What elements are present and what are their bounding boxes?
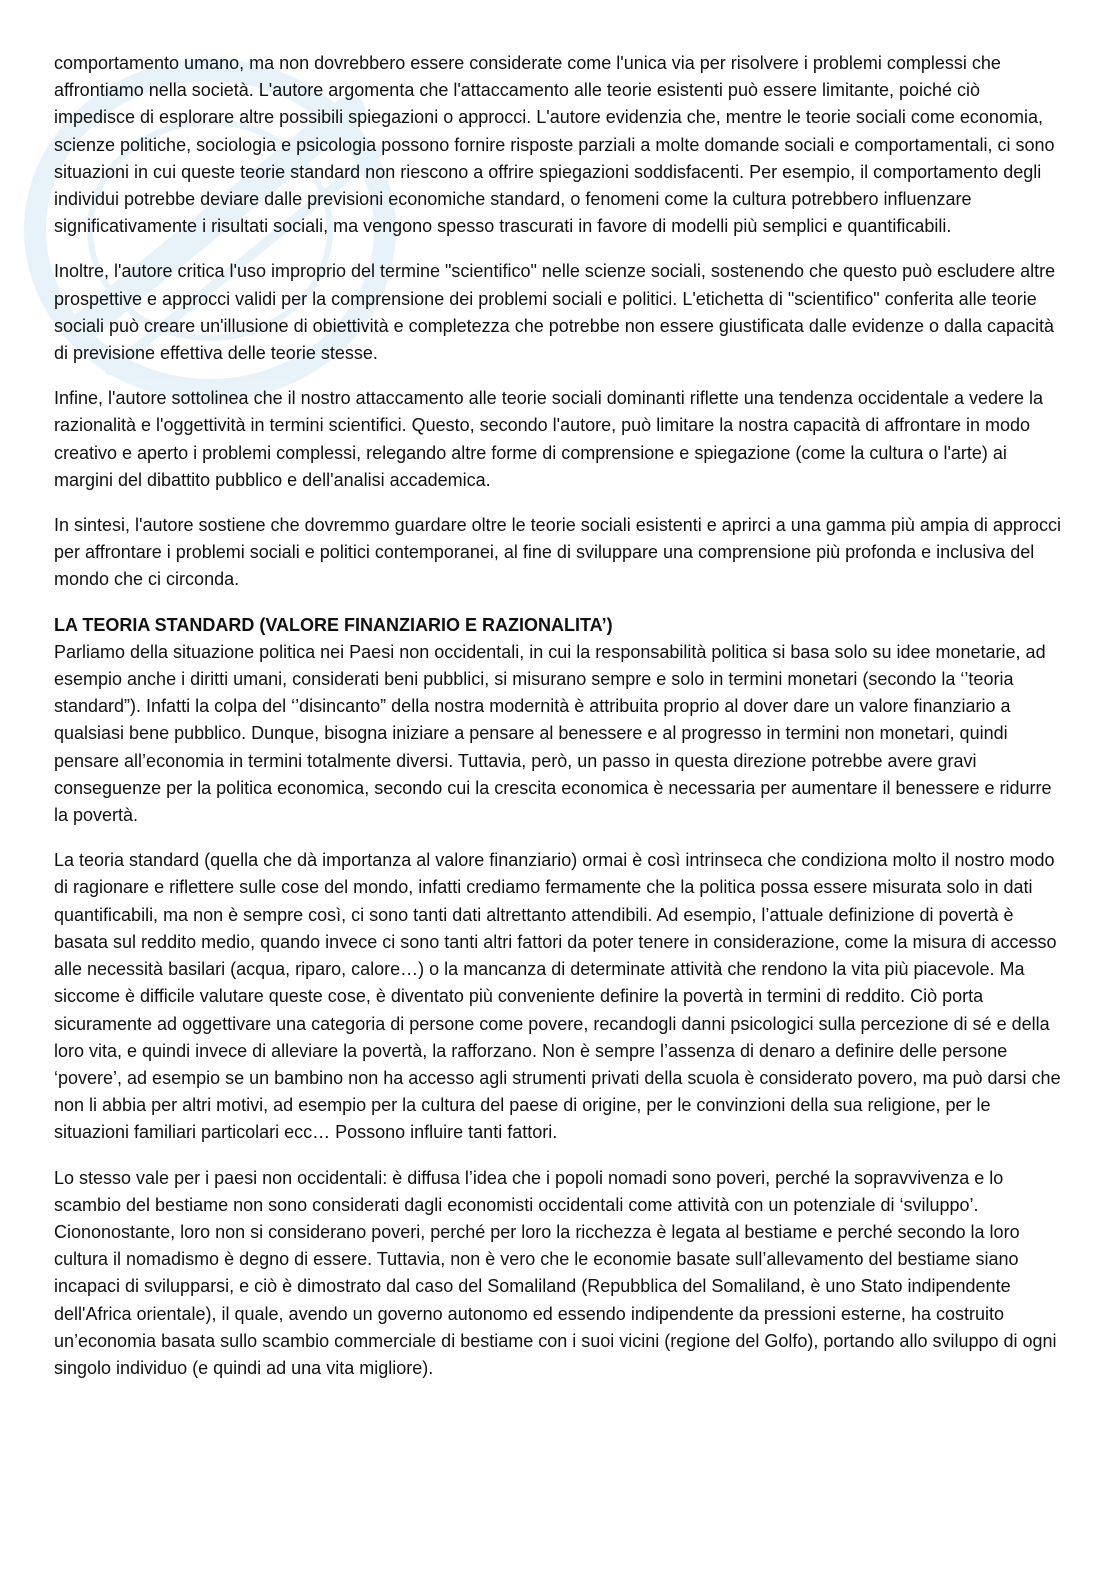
paragraph-intro-1: comportamento umano, ma non dovrebbero essere considerate come l'unica via per risolvere i problemi complessi che affrontiamo nella società. L'autore argomenta che l'attaccamento alle teorie esistenti può essere limitante, poiché ciò impedisce di esplorare altre possibili spiegazioni o approcci. L'autore evidenzia che, mentre le teorie sociali come economia, scienze politiche, sociologia e psicologia possono fornire risposte parziali a molte domande sociali e comportamentali, ci sono situazioni in cui queste teorie standard non riescono a offrire spiegazioni soddisfacenti. Per esempio, il comportamento degli individui potrebbe deviare dalle previsioni economiche standard, o fenomeni come la cultura potrebbero influenzare significativamente i risultati sociali, ma vengono spesso trascurati in favore di modelli più semplici e quantificabili.	[54, 53, 1055, 237]
section-paragraph-1: Parliamo della situazione politica nei Paesi non occidentali, in cui la responsabilità politica si basa solo su idee monetarie, ad esempio anche i diritti umani, considerati beni pubblici, si misurano sempre e solo in termini monetari (secondo la ‘’teoria standard”). Infatti la colpa del ‘’disincanto” della nostra modernità è attribuita proprio al dover dare un valore finanziario a qualsiasi bene pubblico. Dunque, bisogna iniziare a pensare al benessere e al progresso in termini non monetari, quindi pensare all’economia in termini totalmente diversi. Tuttavia, però, un passo in questa direzione potrebbe avere gravi conseguenze per la politica economica, secondo cui la crescita economica è necessaria per aumentare il benessere e ridurre la povertà.	[54, 641, 1052, 826]
section-paragraph-3: Lo stesso vale per i paesi non occidentali: è diffusa l’idea che i popoli nomadi sono poveri, perché la sopravvivenza e lo scambio del bestiame non sono considerati dagli economisti occidentali come attività con un potenziale di ‘sviluppo’. Ciononostante, loro non si considerano poveri, perché per loro la ricchezza è legata al bestiame e perché secondo la loro cultura il nomadismo è degno di essere. Tuttavia, non è vero che le economie basate sull’allevamento del bestiame siano incapaci di svilupparsi, e ciò è dimostrato dal caso del Somaliland (Repubblica del Somaliland, è uno Stato indipendente dell'Africa orientale), il quale, avendo un governo autonomo ed essendo indipendente da pressioni esterne, ha costruito un’economia basata sullo scambio commerciale di bestiame con i suoi vicini (regione del Golfo), portando allo sviluppo di ogni singolo individuo (e quindi ad una vita migliore).	[54, 1167, 1057, 1378]
section-paragraph-2: La teoria standard (quella che dà importanza al valore finanziario) ormai è così intrinseca che condiziona molto il nostro modo di ragionare e riflettere sulle cose del mondo, infatti crediamo fermamente che la politica possa essere misurata solo in dati quantificabili, ma non è sempre così, ci sono tanti dati altrettanto attendibili. Ad esempio, l’attuale definizione di povertà è basata sul reddito medio, quando invece ci sono tanti altri fattori da poter tenere in considerazione, come la misura di accesso alle necessità basilari (acqua, riparo, calore…) o la mancanza di determinate attività che rendono la vita più piacevole. Ma siccome è difficile valutare queste cose, è diventato più conveniente definire la povertà in termini di reddito. Ciò porta sicuramente ad oggettivare una categoria di persone come povere, recandogli danni psicologici sulla percezione di sé e della loro vita, e quindi invece di alleviare la povertà, la rafforzano. Non è sempre l’assenza di denaro a definire delle persone ‘povere’, ad esempio se un bambino non ha accesso agli strumenti privati della scuola è considerato povero, ma può darsi che non li abbia per altri motivi, ad esempio per la cultura del paese di origine, per le convinzioni della sua religione, per le situazioni familiari particolari ecc… Possono influire tanti fattori.	[54, 850, 1061, 1143]
document-body	[54, 50, 1064, 1400]
paragraph-intro-4: In sintesi, l'autore sostiene che dovremmo guardare oltre le teorie sociali esistenti e aprirci a una gamma più ampia di approcci per affrontare i problemi sociali e politici contemporanei, al fine di sviluppare una comprensione più profonda e inclusiva del mondo che ci circonda.	[54, 515, 1061, 590]
paragraph-intro-2: Inoltre, l'autore critica l'uso improprio del termine "scientifico" nelle scienze sociali, sostenendo che questo può escludere altre prospettive e approcci validi per la comprensione dei problemi sociali e politici. L'etichetta di "scientifico" conferita alle teorie sociali può creare un'illusione di obiettività e completezza che potrebbe non essere giustificata dalle evidenze o dalla capacità di previsione effettiva delle teorie stesse.	[54, 261, 1056, 364]
section-heading: LA TEORIA STANDARD (VALORE FINANZIARIO E RAZIONALITA’)	[54, 614, 613, 635]
paragraph-intro-3: Infine, l'autore sottolinea che il nostro attaccamento alle teorie sociali dominanti riflette una tendenza occidentale a vedere la razionalità e l'oggettività in termini scientifici. Questo, secondo l'autore, può limitare la nostra capacità di affrontare in modo creativo e aperto i problemi complessi, relegando altre forme di comprensione e spiegazione (come la cultura o l'arte) ai margini del dibattito pubblico e dell'analisi accademica.	[54, 388, 1044, 490]
